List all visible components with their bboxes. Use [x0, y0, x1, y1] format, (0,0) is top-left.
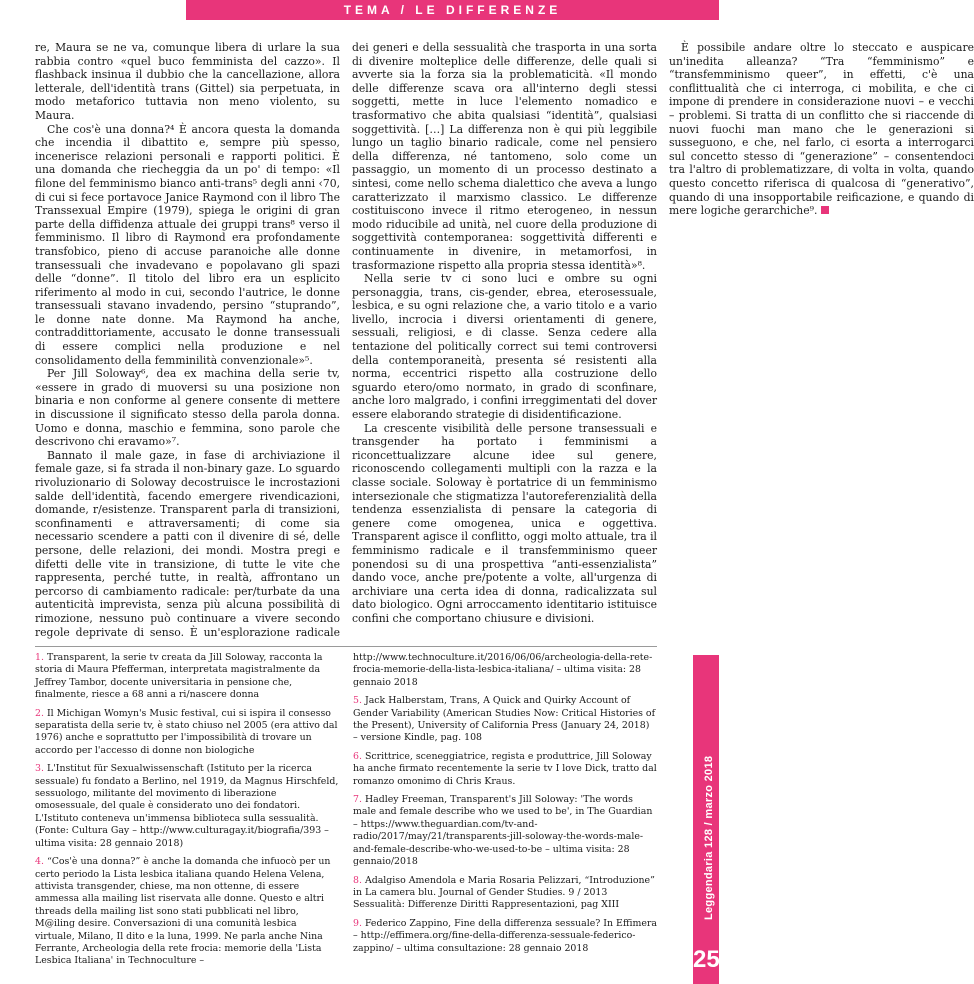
- paragraph: Nella serie tv ci sono luci e ombre su ogni personaggia, trans, cis-gender, ebrea, eterosessuale, lesbica, e su ogni relazione che, a vario titolo e a vario livello, incrocia i diversi orientamenti di genere, sessuali, religiosi, e di classe. Senza cedere alla tentazione del politically correct sui temi controversi della contemporaneità, presenta sé resistenti alla norma, eccentrici rispetto alla costruzione dello sguardo etero/omo normato, in grado di sconfinare, anche loro malgrado, i confini irreggimentati del dover essere elaborando strategie di disidentificazione.: [352, 272, 657, 422]
- end-of-article-mark: [821, 206, 829, 214]
- page-side-bar: [693, 655, 719, 984]
- footnote: [35, 763, 339, 850]
- footnote: [353, 794, 657, 868]
- footnote: [353, 751, 657, 788]
- footnote-text: Il Michigan Womyn's Music festival, cui si ispira il consesso separatista della serie tv, è stato chiuso nel 2005 (era attivo dal 1976) anche e soprattutto per l'impossibilità di trovare un accordo per l'accesso di donne non biologiche: [35, 707, 338, 756]
- footnotes-divider: [35, 646, 657, 647]
- footnote: [35, 652, 339, 702]
- footnote-text: Transparent, la serie tv creata da Jill Soloway, racconta la storia di Maura Pfefferman, interpretata magistralmente da Jeffrey Tambor, docente universitaria in pensione che, finalmente, riesce a 68 anni a ri/nascere donna: [35, 652, 323, 701]
- section-title: TEMA / LE DIFFERENZE: [343, 3, 562, 17]
- footnote: [353, 918, 657, 955]
- footnote-number: 6.: [353, 750, 362, 762]
- footnote-number: 8.: [353, 874, 362, 886]
- footnote-number: 4.: [35, 856, 44, 868]
- footnote-number: 3.: [35, 763, 44, 775]
- footnote-text: Hadley Freeman, Transparent's Jill Soloway: 'The words male and female describe who we used to be', in The Guardian – https://www.theguardian.com/tv-and-radio/2017/may/21/transparents-jill-soloway-the-words-male-and-female-describe-who-we-used-to-be – ultima visita: 28 gennaio/2018: [353, 794, 653, 868]
- footnote-number: 5.: [353, 695, 362, 707]
- issue-label: Leggendaria 128 / marzo 2018: [703, 755, 715, 920]
- footnote-number: 1.: [35, 652, 44, 663]
- article-body: [35, 41, 974, 641]
- paragraph: Per Jill Soloway⁶, dea ex machina della serie tv, «essere in grado di muoversi su una posizione non binaria e non conforme al genere consente di mettere in discussione il significato stesso della parola donna. Uomo e donna, maschio e femmina, sono parole che descrivono chi eravamo»⁷.: [35, 367, 340, 449]
- paragraph: re, Maura se ne va, comunque libera di urlare la sua rabbia contro «quel buco femminista del cazzo». Il flashback insinua il dubbio che la cancellazione, allora letterale, dell'identità trans (Gittel) sia perpetuata, in modo metaforico tuttavia non meno violento, su Maura.: [35, 41, 340, 122]
- footnote-text: Jack Halberstam, Trans, A Quick and Quirky Account of Gender Variability (American Studies Now: Critical Histories of the Present), University of California Press (January 24, 2018) – versione Kindle, pag. 108: [353, 695, 656, 744]
- section-header: [186, 0, 719, 20]
- paragraph-text: È possibile andare oltre lo steccato e auspicare un'inedita alleanza? “Tra “femminismo” e “transfemminismo queer”, in effetti, c'è una conflittualità che ci interroga, ci mobilita, e che ci impone di prendere in considerazione nuovi – e vecchi – problemi. Si tratta di un conflitto che si riaccende di nuovi fuochi man mano che le generazioni si susseguono, e che, nel farlo, ci esorta a interrogarci sul concetto stesso di “generazione” – consentendoci tra l'altro di problematizzare, di volta in volta, quando questo concetto riferisca di qualcosa di “generativo”, quando di una insopportabile reificazione, e quando di mere logiche gerarchiche⁹.: [669, 41, 974, 218]
- paragraph-last: [669, 41, 974, 218]
- footnote: [353, 875, 657, 912]
- footnote-number: 9.: [353, 917, 362, 929]
- footnote-text: Adalgiso Amendola e Maria Rosaria Pelizzari, “Introduzione” in La camera blu. Journal of Gender Studies. 9 / 2013 Sessualità: Differenze Diritti Rappresentazioni, pag XIII: [353, 874, 655, 911]
- footnote-number: 2.: [35, 707, 44, 719]
- footnote-text: “Cos'è una donna?” è anche la domanda che infuocò per un certo periodo la Lista lesbica italiana quando Helena Velena, attivista transgender, chiese, ma non ottenne, di essere ammessa alla mailing list riservata alle donne. Questo e altri threads della mailing list sono stati pubblicati nel libro, M@iling desire. Conversazioni di una comunità lesbica virtuale, Milano, Il dito e la luna, 1999. Ne parla anche Nina Ferrante, Archeologia della rete frocia: memorie della 'Lista Lesbica Italiana' in Technoculture – http://www.technoculture.it/2016/06/06/archeologia-della-rete-frocia-memorie-della-lista-lesbica-italiana/ – ultima visita: 28 gennaio 2018: [35, 652, 653, 967]
- page-number: 25: [693, 946, 720, 973]
- footnote-number: 7.: [353, 794, 362, 806]
- footnote-text: Scrittrice, sceneggiatrice, regista e produttrice, Jill Soloway ha anche firmato recentemente la serie tv I love Dick, tratto dal romanzo omonimo di Chris Kraus.: [353, 750, 657, 787]
- footnote-text: Federico Zappino, Fine della differenza sessuale? In Effimera – http://effimera.org/fine-della-differenza-sessuale-federico-zappino/ – ultima consultazione: 28 gennaio 2018: [353, 917, 657, 954]
- paragraph: La crescente visibilità delle persone transessuali e transgender ha portato i femminismi a riconcettualizzare alcune idee sul genere, riconoscendo collegamenti multipli con la razza e la classe sociale. Soloway è portatrice di un femminismo intersezionale che stigmatizza l'autoreferenzialità della tendenza essenzialista di pensare la categoria di genere come omogenea, unica e oggettiva. Transparent agisce il conflitto, oggi molto attuale, tra il femminismo radicale e il transfemminismo queer ponendosi su di una prospettiva “anti-essenzialista” dando voce, anche pre/potente a volte, all'urgenza di archiviare una certa idea di donna, radicalizzata sul dato biologico. Ogni arroccamento identitario istituisce confini che comportano chiusure e divisioni.: [352, 421, 657, 625]
- footnote-text: L'Institut für Sexualwissenschaft (Istituto per la ricerca sessuale) fu fondato a Berlino, nel 1919, da Magnus Hirschfeld, sessuologo, militante del movimento di liberazione omosessuale, del quale è considerato uno dei fondatori. L'Istituto conteneva un'immensa biblioteca sulla sessualità. (Fonte: Cultura Gay – http://www.culturagay.it/biografia/393 – ultima visita: 28 gennaio 2018): [35, 763, 339, 849]
- footnote: [353, 695, 657, 745]
- footnote: [35, 708, 339, 758]
- paragraph: Che cos'è una donna?⁴ È ancora questa la domanda che incendia il dibattito e, sempre più spesso, incenerisce relazioni personali e rapporti politici. È una domanda che riecheggia da un po' di tempo: «Il filone del femminismo bianco anti-trans⁵ degli anni ‹70, di cui si fece portavoce Janice Raymond con il libro The Transsexual Empire (1979), spiega le origini di gran parte della diffidenza attuale dei gruppi trans⁸ verso il femminismo. Il libro di Raymond era profondamente transfobico, pieno di accuse paranoiche alle donne transessuali che invadevano e popolavano gli spazi delle “donne”. Il titolo del libro era un esplicito riferimento al modo in cui, secondo l'autrice, le donne transessuali stavano invadendo, persino “stuprando”, le donne nate donne. Ma Raymond ha anche, contraddittoriamente, accusato le donne transessuali di essere complici nella produzione e nel consolidamento della femminilità convenzionale»⁵.: [35, 122, 340, 367]
- footnotes: [35, 652, 657, 970]
- paragraph: Bannato il male gaze, in fase di archiviazione il female gaze, si fa strada il non-binary gaze. Lo sguardo rivoluzionario di Soloway decostruisce le incrostazioni salde dell'identità, facendo emergere rivendicazioni, domande, r/esistenze. Transparent parla di transizioni, sconfinamenti e attraversamenti; di come sia necessario scendere a patti con il divenire di sé, delle persone, delle relazioni, dei mondi. Mostra pregi e difetti delle vite in transizione, di tutte le vite che rappresenta, perché tutte, in realtà, affrontano un percorso di cambiamento radicale: per/turbate da una autenticità imprevista, senza più alcuna possibilità di rimozione, nessuno può continuare a vivere secondo regole deprivate di senso. È un'esplorazione radicale dei generi e della sessualità che trasporta in una sorta di divenire molteplice delle differenze, delle quali si avverte sia la forza sia la problematicità. «Il mondo delle differenze scava ora all'interno degli stessi soggetti, mette in luce l'elemento nomadico e trasformativo che abita qualsiasi “identità”, qualsiasi soggettività. […] La differenza non è qui più leggibile lungo un taglio binario radicale, come nel pensiero della differenza, né tantomeno, solo come un passaggio, un momento di un processo destinato a sintesi, come nello schema dialettico che aveva a lungo caratterizzato il marxismo classico. Le differenze costituiscono invece il ritmo eterogeneo, in nessun modo riducibile ad unità, nel cuore della produzione di soggettività contemporanea: soggettività differenti e continuamente in divenire, in metamorfosi, in trasformazione rispetto alla propria stessa identità»⁸.: [35, 41, 657, 639]
